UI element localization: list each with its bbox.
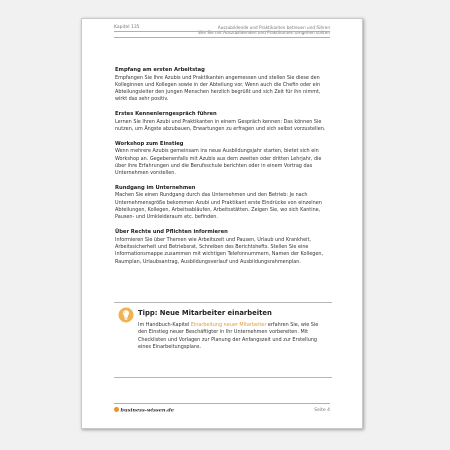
- section-heading: Workshop zum Einstieg: [115, 140, 184, 147]
- header-title-sub: Wie Sie mit Auszubildenden und Praktikanten umgehen sollten: [198, 30, 330, 36]
- section-heading: Empfang am ersten Arbeitstag: [115, 67, 205, 73]
- tip-text-intro: Im Handbuch-Kapitel: [138, 322, 191, 328]
- footer-logo: [114, 407, 174, 414]
- header-divider-lower: [114, 37, 330, 38]
- tip-box: [114, 302, 332, 378]
- section-kennenlerngespraech: [115, 111, 331, 133]
- section-paragraph: Lernen Sie Ihren Azubi und Praktikanten in einem Gespräch kennen: Das können Sie nutzen, um Ängste abzubauen, Erwartungen zu erfragen und sich selbst vorzustellen.: [115, 118, 326, 132]
- header-chapter: Kapitel 135: [114, 25, 140, 30]
- section-rundgang: [115, 185, 331, 222]
- section-rechte-pflichten: [115, 229, 331, 266]
- footer-divider: [114, 403, 330, 404]
- section-workshop: [115, 141, 331, 178]
- lightbulb-icon: [118, 307, 134, 323]
- logo-dot-icon: [114, 407, 119, 412]
- section-paragraph: Wenn mehrere Azubis gemeinsam ins neue Ausbildungsjahr starten, bietet sich ein Workshop an. Gegebenenfalls mit Azubis aus dem zweiten oder dritten Lehrjahr, die über ihre Erfahrungen und die Berufsschule berichten oder in einem Vortrag das Unternehmen vorstellen.: [115, 148, 322, 177]
- section-paragraph: Machen Sie einen Rundgang durch das Unternehmen und den Betrieb: Je nach Unternehmensgröße bekommen Azubi und Praktikant erste Eindrücke von einzelnen Abteilungen, Kollegen, Arbeitsabläufen, Arbeitsstätten. Zeigen Sie, wo sich Kantine, Pausen- und Umkleideraum etc. befinden.: [115, 192, 322, 221]
- tip-link[interactable]: Einarbeitung neuer Mitarbeiter: [190, 322, 267, 328]
- tip-text: [138, 322, 328, 351]
- section-paragraph: Informieren Sie über Themen wie Arbeitszeit und Pausen, Urlaub und Krankheit, Arbeitssicherheit und Betriebsrat, Schreiben des Berichtshefts. Stellen Sie eine Informationsmappe zusammen mit wichtigen Telefonnummern, Namen der Kollegen, Raumplan, Urlaubsantrag, Ausbildungsverlauf und Ausbildungsrahmenplan.: [115, 236, 324, 265]
- section-empfang: [115, 67, 331, 104]
- tip-text-body: erfahren Sie, wie Sie den Einstieg neuer Beschäftigter in Ihr Unternehmen vorbereiten. Mit Checklisten und Vorlagen zur Planung der Anfangszeit und zur Erstellung eines Einarbeitungsplans.: [138, 322, 319, 350]
- section-heading: Erstes Kennenlerngespräch führen: [115, 111, 217, 118]
- footer-logo-text: business-wissen.de: [120, 407, 174, 414]
- section-heading: Rundgang im Unternehmen: [115, 184, 196, 191]
- page-content: [115, 67, 331, 273]
- footer-page-number: Seite 4: [314, 408, 330, 413]
- section-paragraph: Empfangen Sie Ihre Azubis und Praktikanten angemessen und stellen Sie diese den Kolleginnen und Kollegen sowie in der Abteilung vor. Wenn auch die Chefin oder ein Abteilungsleiter den jungen Menschen herzlich begrüßt und sich Zeit für ihn nimmt, wirkt das sehr positiv.: [115, 74, 321, 103]
- tip-title: Tipp: Neue Mitarbeiter einarbeiten: [138, 309, 272, 317]
- section-heading: Über Rechte und Pflichten informieren: [115, 229, 228, 236]
- document-page: [81, 18, 363, 429]
- header-divider: [114, 31, 330, 32]
- header-title-main: Auszubildende und Praktikanten betreuen und führen: [217, 25, 330, 30]
